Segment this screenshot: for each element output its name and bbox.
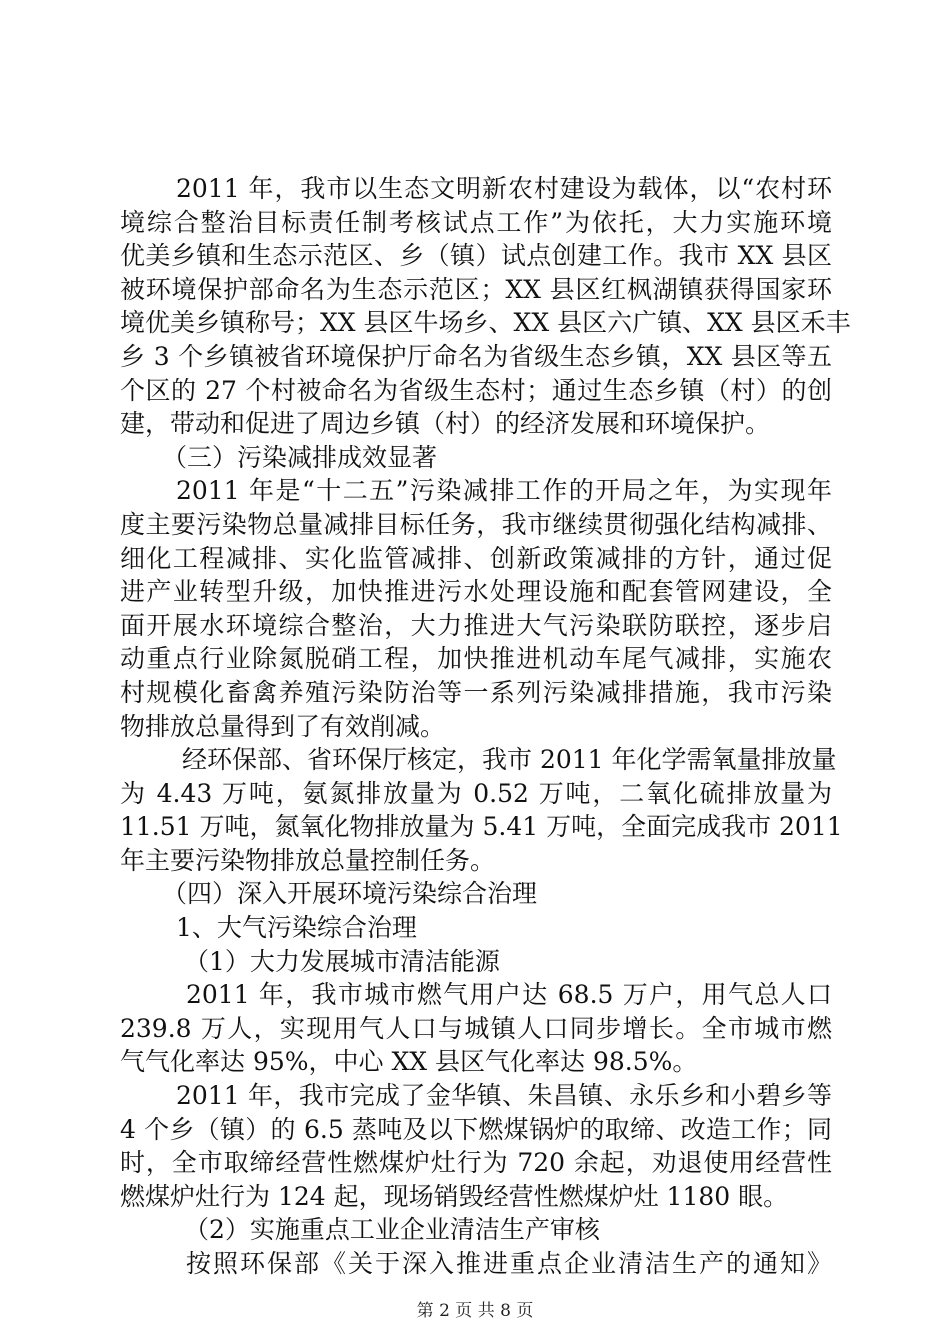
- text-line: 优美乡镇和生态示范区、乡（镇）试点创建工作。我市 XX 县区: [120, 241, 832, 271]
- text-line: 被环境保护部命名为生态示范区；XX 县区红枫湖镇获得国家环: [120, 274, 832, 304]
- text-line: 时，全市取缔经营性燃煤炉灶行为 720 余起，劝退使用经营性: [120, 1148, 832, 1178]
- text-line: 按照环保部《关于深入推进重点企业清洁生产的通知》: [186, 1249, 832, 1278]
- text-line: 度主要污染物总量减排目标任务，我市继续贯彻强化结构减排、: [120, 509, 832, 539]
- text-line: 2011 年，我市完成了金华镇、朱昌镇、永乐乡和小碧乡等: [176, 1081, 832, 1111]
- page-number-footer: 第 2 页 共 8 页: [416, 1301, 534, 1321]
- text-line: 11.51 万吨，氮氧化物排放量为 5.41 万吨，全面完成我市 2011: [120, 812, 843, 842]
- text-line: 境综合整治目标责任制考核试点工作”为依托，大力实施环境: [120, 207, 832, 237]
- paragraph-eco-villages: [120, 172, 851, 441]
- section-heading: （四）深入开展环境污染综合治理: [162, 879, 538, 909]
- subsection-heading: 1、大气污染综合治理: [176, 913, 417, 943]
- text-line: 个区的 27 个村被命名为省级生态村；通过生态乡镇（村）的创: [120, 375, 832, 405]
- text-line: 建，带动和促进了周边乡镇（村）的经济发展和环境保护。: [120, 409, 771, 439]
- item-heading: （1）大力发展城市清洁能源: [184, 946, 500, 976]
- text-line: 境优美乡镇称号；XX 县区牛场乡、XX 县区六广镇、XX 县区禾丰: [120, 308, 851, 338]
- text-line: 进产业转型升级，加快推进污水处理设施和配套管网建设，全: [120, 577, 832, 607]
- paragraph-clean-production: [120, 1247, 832, 1281]
- text-line: 面开展水环境综合整治，大力推进大气污染联防联控，逐步启: [120, 610, 832, 640]
- text-line: 239.8 万人，实现用气人口与城镇人口同步增长。全市城市燃: [120, 1013, 832, 1043]
- paragraph-emission-reduction: [120, 474, 832, 743]
- text-line: 年主要污染物排放总量控制任务。: [120, 845, 496, 875]
- text-line: 物排放总量得到了有效削减。: [120, 711, 446, 741]
- text-line: 4 个乡（镇）的 6.5 蒸吨及以下燃煤锅炉的取缔、改造工作；同: [120, 1114, 832, 1144]
- text-line: 经环保部、省环保厅核定，我市 2011 年化学需氧量排放量: [182, 745, 837, 775]
- item-heading: （2）实施重点工业企业清洁生产审核: [184, 1215, 600, 1245]
- text-line: 细化工程减排、实化监管减排、创新政策减排的方针，通过促: [120, 543, 832, 573]
- section-heading: （三）污染减排成效显著: [162, 442, 438, 472]
- text-line: 为 4.43 万吨，氨氮排放量为 0.52 万吨，二氧化硫排放量为: [120, 778, 832, 808]
- text-line: 气气化率达 95%，中心 XX 县区气化率达 98.5%。: [120, 1047, 698, 1077]
- paragraph-city-gas: [120, 978, 832, 1079]
- paragraph-emission-figures: [120, 743, 843, 877]
- document-body: [120, 172, 851, 1281]
- text-line: 2011 年，我市城市燃气用户达 68.5 万户，用气总人口: [186, 980, 832, 1010]
- text-line: 2011 年，我市以生态文明新农村建设为载体，以“农村环: [176, 174, 832, 203]
- text-line: 燃煤炉灶行为 124 起，现场销毁经营性燃煤炉灶 1180 眼。: [120, 1181, 789, 1211]
- text-line: 2011 年是“十二五”污染减排工作的开局之年，为实现年: [176, 476, 832, 506]
- paragraph-coal-boilers: [120, 1079, 832, 1213]
- text-line: 动重点行业除氮脱硝工程，加快推进机动车尾气减排，实施农: [120, 644, 832, 674]
- text-line: 乡 3 个乡镇被省环境保护厅命名为省级生态乡镇，XX 县区等五: [120, 341, 832, 371]
- text-line: 村规模化畜禽养殖污染防治等一系列污染减排措施，我市污染: [120, 677, 832, 707]
